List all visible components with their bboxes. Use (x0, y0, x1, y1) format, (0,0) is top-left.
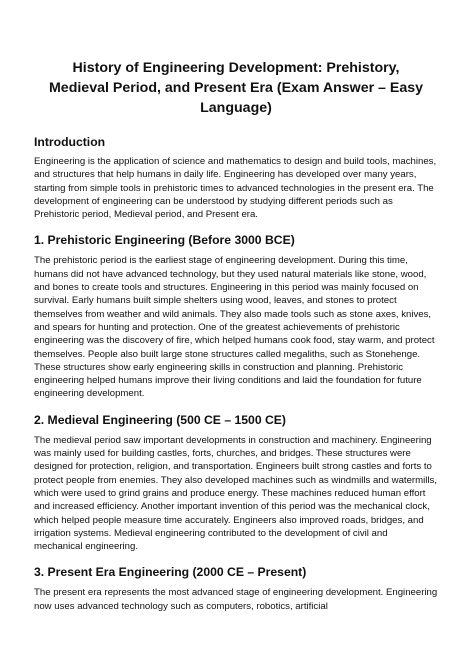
section-body-prehistoric: The prehistoric period is the earliest stage of engineering development. During this time, humans did not have advanced technology, but they used natural materials like stone, wood, and bones to create tools and structures. Engineering in this period was mainly focused on survival. Early humans built simple shelters using wood, leaves, and stones to protect themselves from weather and wild animals. They also made tools such as stone axes, knives, and spears for hunting and protection. One of the greatest achievements of prehistoric engineering was the discovery of fire, which helped humans cook food, stay warm, and protect themselves. People also built large stone structures called megaliths, such as Stonehenge. These structures show early engineering skills in construction and planning. Prehistoric engineering helped humans improve their living conditions and laid the foundation for future engineering development. (34, 255, 435, 400)
section-heading-medieval: 2. Medieval Engineering (500 CE – 1500 CE) (34, 412, 286, 427)
section-introduction (34, 134, 438, 221)
section-prehistoric (34, 232, 438, 400)
section-body-introduction: Engineering is the application of science and mathematics to design and build tools, machines, and structures that help humans in daily life. Engineering has developed over many years, starting from simple tools in prehistoric times to advanced technologies in the present era. The development of engineering can be understood by studying different periods such as Prehistoric period, Medieval period, and Present era. (34, 156, 437, 221)
section-medieval (34, 412, 438, 554)
section-heading-present-era: 3. Present Era Engineering (2000 CE – Present) (34, 565, 307, 580)
section-heading-prehistoric: 1. Prehistoric Engineering (Before 3000 BCE) (34, 233, 295, 248)
section-body-present-era: The present era represents the most advanced stage of engineering development. Engineering now uses advanced technology such as computers, robotics, artificial (34, 587, 438, 612)
section-body-medieval: The medieval period saw important developments in construction and machinery. Engineering was mainly used for building castles, forts, churches, and bridges. These structures were designed for protection, religion, and transportation. Engineers built strong castles and forts to protect people from enemies. They also developed machines such as windmills and watermills, which were used to grind grains and produce energy. These machines reduced human effort and increased efficiency. Another important invention of this period was the mechanical clock, which helped people measure time accurately. Engineers also improved roads, bridges, and irrigation systems. Medieval engineering contributed to the development of civil and mechanical engineering. (34, 434, 437, 553)
document-title: History of Engineering Development: Prehistory, Medieval Period, and Present Era (Exam Answer – Easy Language) (48, 60, 424, 116)
section-heading-introduction: Introduction (34, 135, 106, 149)
section-present-era (34, 564, 438, 613)
